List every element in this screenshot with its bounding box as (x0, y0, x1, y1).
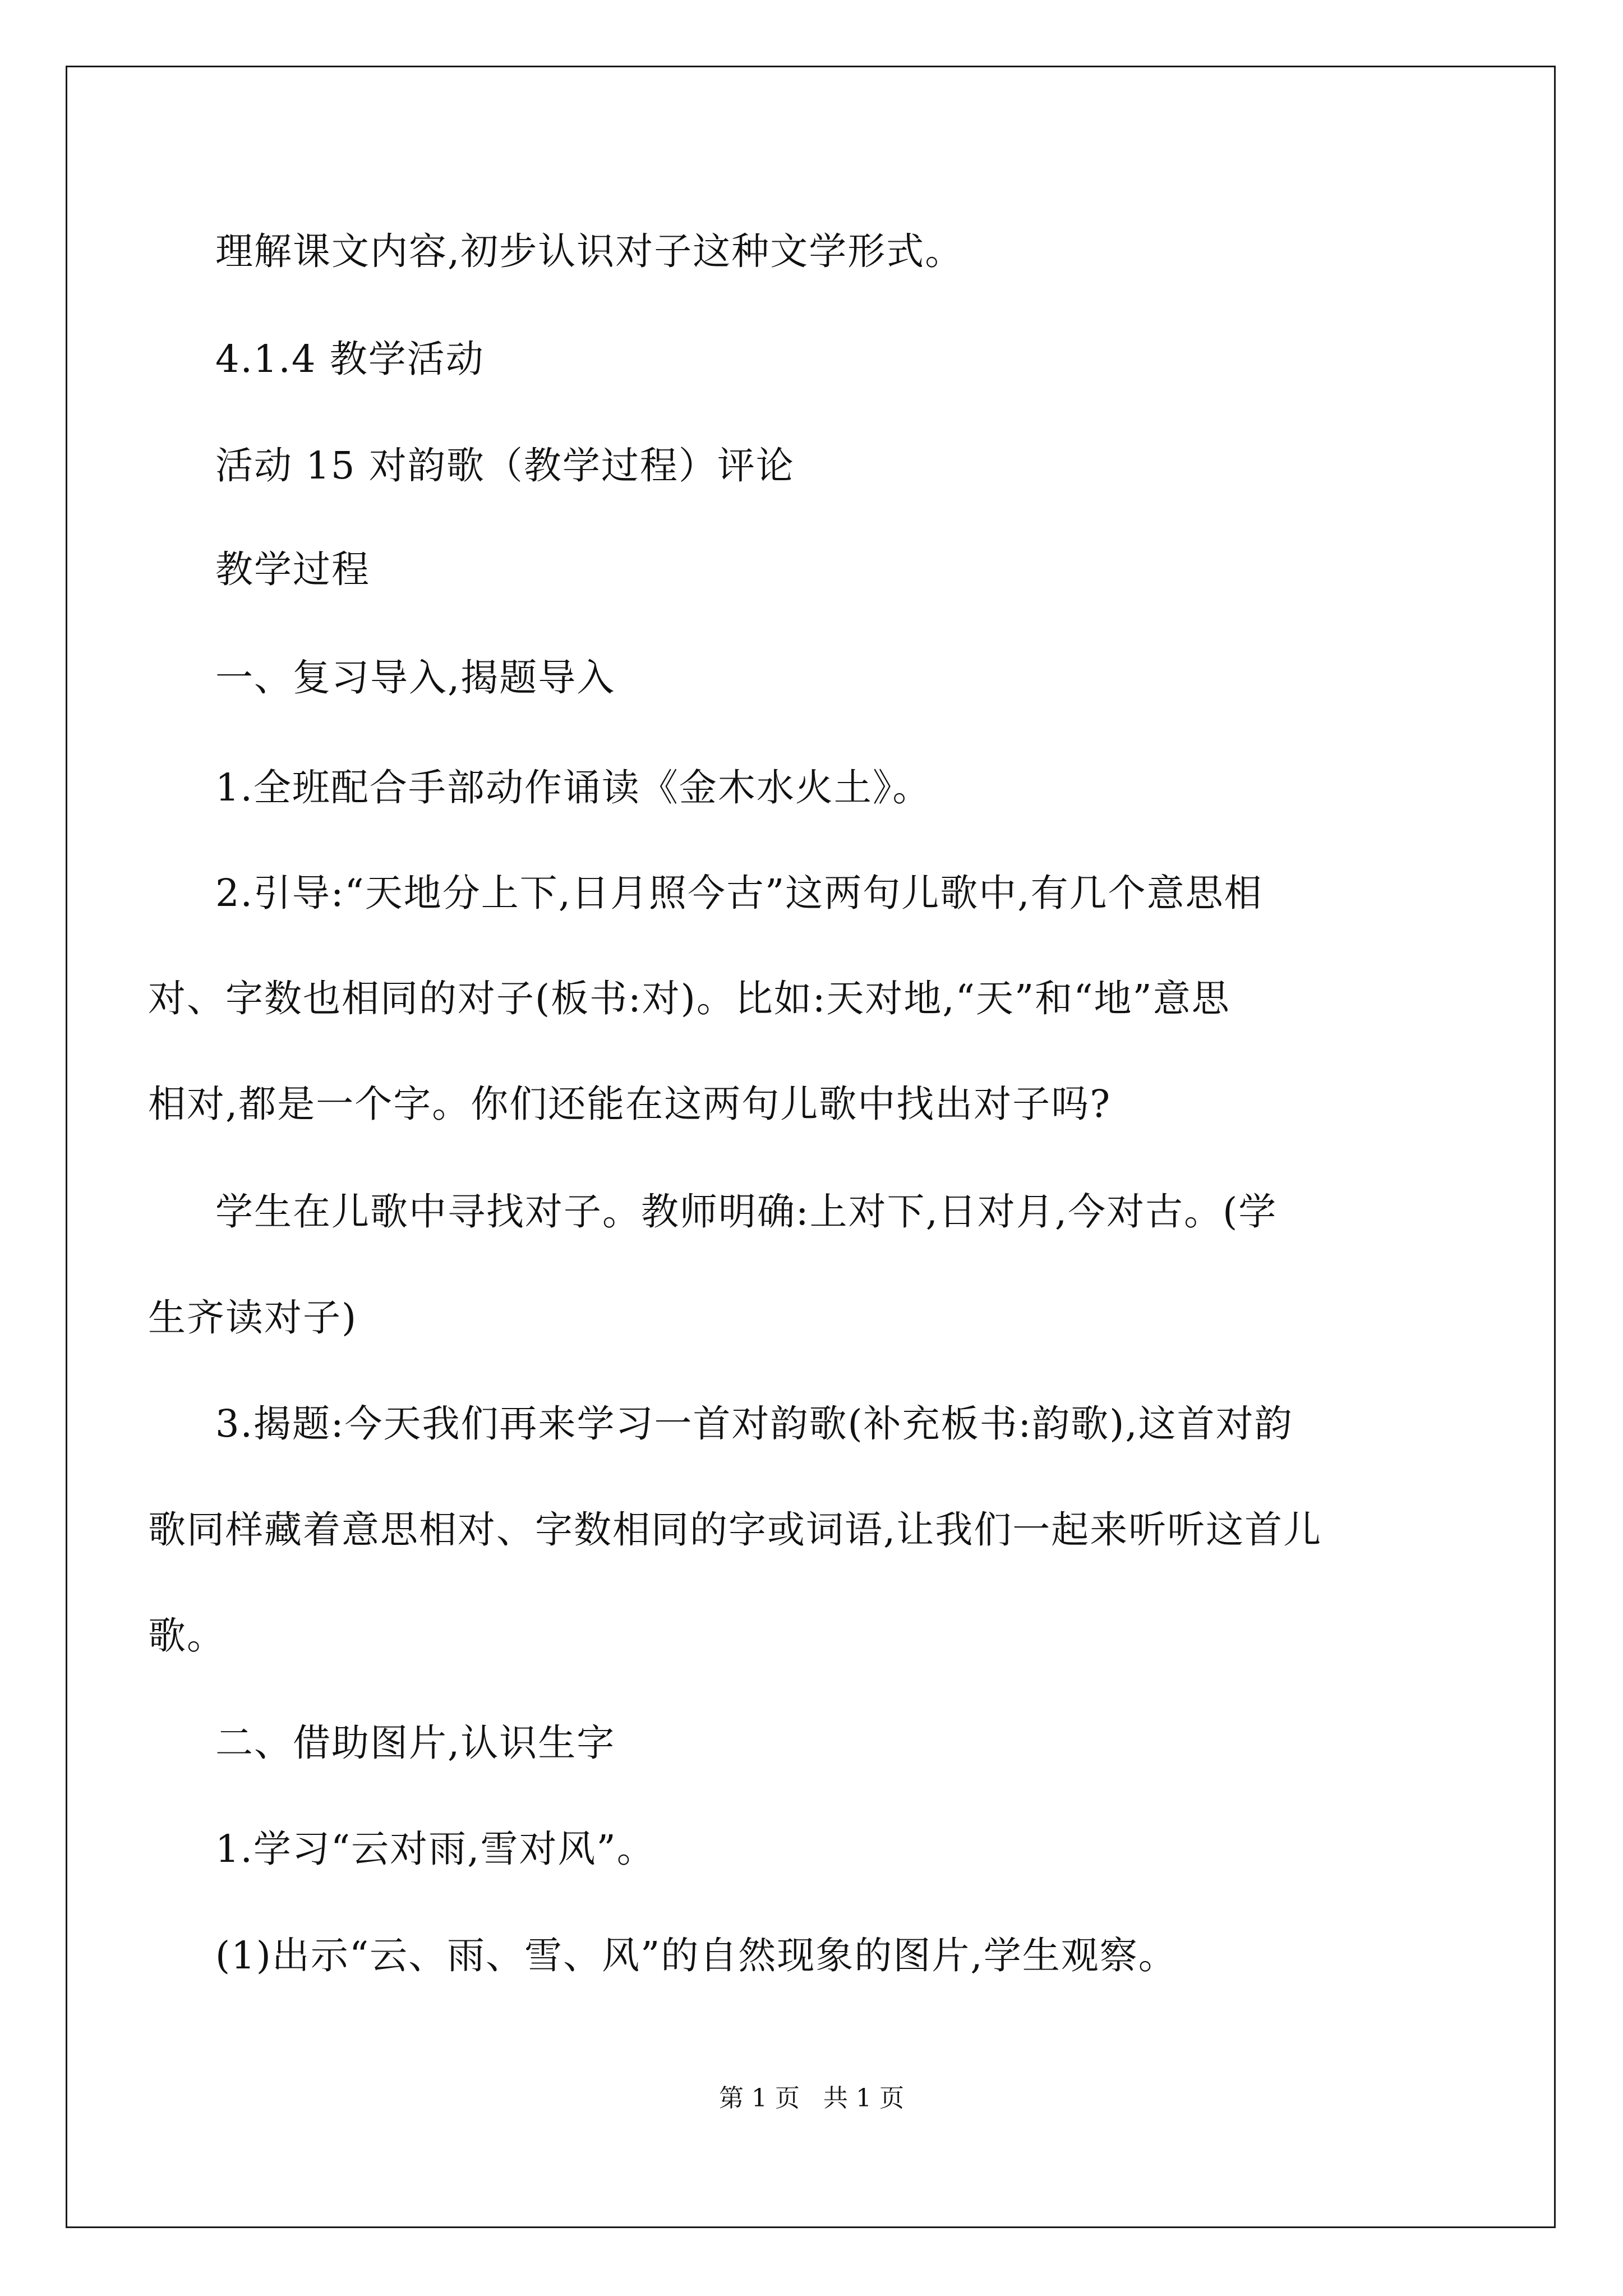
paragraph: 3.揭题:今天我们再来学习一首对韵歌(补充板书:韵歌),这首对韵 (215, 1402, 1293, 1446)
paragraph: 1.学习“云对雨,雪对风”。 (215, 1827, 656, 1871)
activity-title: 活动 15 对韵歌（教学过程）评论 (215, 444, 795, 487)
paragraph-continued: 歌。 (148, 1614, 225, 1658)
paragraph: 理解课文内容,初步认识对子这种文学形式。 (215, 229, 964, 273)
paragraph: 1.全班配合手部动作诵读《金木水火土》。 (215, 766, 932, 809)
paragraph-continued: 歌同样藏着意思相对、字数相同的字或词语,让我们一起来听听这首儿 (148, 1508, 1322, 1552)
paragraph-continued: 相对,都是一个字。你们还能在这两句儿歌中找出对子吗? (148, 1082, 1112, 1126)
paragraph-continued: 对、字数也相同的对子(板书:对)。比如:天对地,“天”和“地”意思 (148, 977, 1230, 1020)
page-number-footer: 第 1 页 共 1 页 (719, 2084, 904, 2113)
sub-heading: 教学过程 (215, 547, 370, 591)
section-heading: 4.1.4 教学活动 (215, 337, 485, 381)
step-heading: 一、复习导入,揭题导入 (215, 656, 616, 700)
step-heading: 二、借助图片,认识生字 (215, 1721, 616, 1765)
paragraph-continued: 生齐读对子) (148, 1296, 358, 1340)
paragraph: (1)出示“云、雨、雪、风”的自然现象的图片,学生观察。 (215, 1934, 1177, 1977)
page-border (66, 66, 1556, 2228)
paragraph: 2.引导:“天地分上下,日月照今古”这两句儿歌中,有几个意思相 (215, 871, 1263, 915)
paragraph: 学生在儿歌中寻找对子。教师明确:上对下,日对月,今对古。(学 (215, 1190, 1278, 1234)
